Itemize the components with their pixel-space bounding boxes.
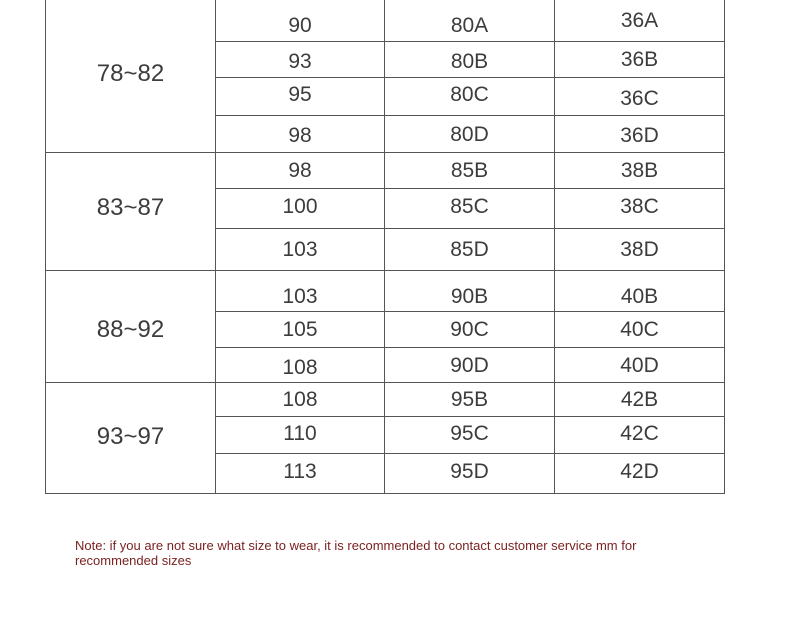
table-cell: 108 — [216, 348, 385, 383]
table-cell: 108 — [216, 383, 385, 417]
table-row — [46, 153, 725, 189]
table-cell: 40D — [555, 348, 725, 383]
table-cell: 90 — [216, 0, 385, 42]
table-cell: 36C — [555, 78, 725, 116]
table-row — [46, 271, 725, 312]
table-cell: 40C — [555, 312, 725, 348]
table-cell: 95C — [385, 417, 555, 454]
table-cell: 38D — [555, 229, 725, 271]
range-cell: 78~82 — [46, 0, 216, 153]
table-cell: 90C — [385, 312, 555, 348]
size-note: Note: if you are not sure what size to wear, it is recommended to contact customer service mm for recommended sizes — [75, 538, 637, 568]
table-cell: 80B — [385, 42, 555, 78]
table-cell: 40B — [555, 271, 725, 312]
table-cell: 110 — [216, 417, 385, 454]
table-cell: 42C — [555, 417, 725, 454]
table-cell: 42B — [555, 383, 725, 417]
table-cell: 98 — [216, 116, 385, 153]
table-cell: 80D — [385, 116, 555, 153]
table-cell: 103 — [216, 229, 385, 271]
table-row — [46, 383, 725, 417]
table-cell: 38B — [555, 153, 725, 189]
table-cell: 100 — [216, 189, 385, 229]
table-cell: 90B — [385, 271, 555, 312]
table-cell: 95B — [385, 383, 555, 417]
table-cell: 36D — [555, 116, 725, 153]
table-cell: 93 — [216, 42, 385, 78]
table-cell: 95D — [385, 454, 555, 494]
size-chart-table — [45, 0, 725, 494]
range-cell: 93~97 — [46, 383, 216, 494]
table-cell: 105 — [216, 312, 385, 348]
table-cell: 85C — [385, 189, 555, 229]
table-cell: 98 — [216, 153, 385, 189]
table-cell: 36A — [555, 0, 725, 42]
table-cell: 95 — [216, 78, 385, 116]
table-cell: 42D — [555, 454, 725, 494]
table-cell: 103 — [216, 271, 385, 312]
table-row — [46, 0, 725, 42]
table-cell: 38C — [555, 189, 725, 229]
table-cell: 85D — [385, 229, 555, 271]
range-cell: 83~87 — [46, 153, 216, 271]
table-cell: 113 — [216, 454, 385, 494]
table-cell: 80C — [385, 78, 555, 116]
table-cell: 85B — [385, 153, 555, 189]
table-cell: 36B — [555, 42, 725, 78]
table-cell: 90D — [385, 348, 555, 383]
range-cell: 88~92 — [46, 271, 216, 383]
table-cell: 80A — [385, 0, 555, 42]
